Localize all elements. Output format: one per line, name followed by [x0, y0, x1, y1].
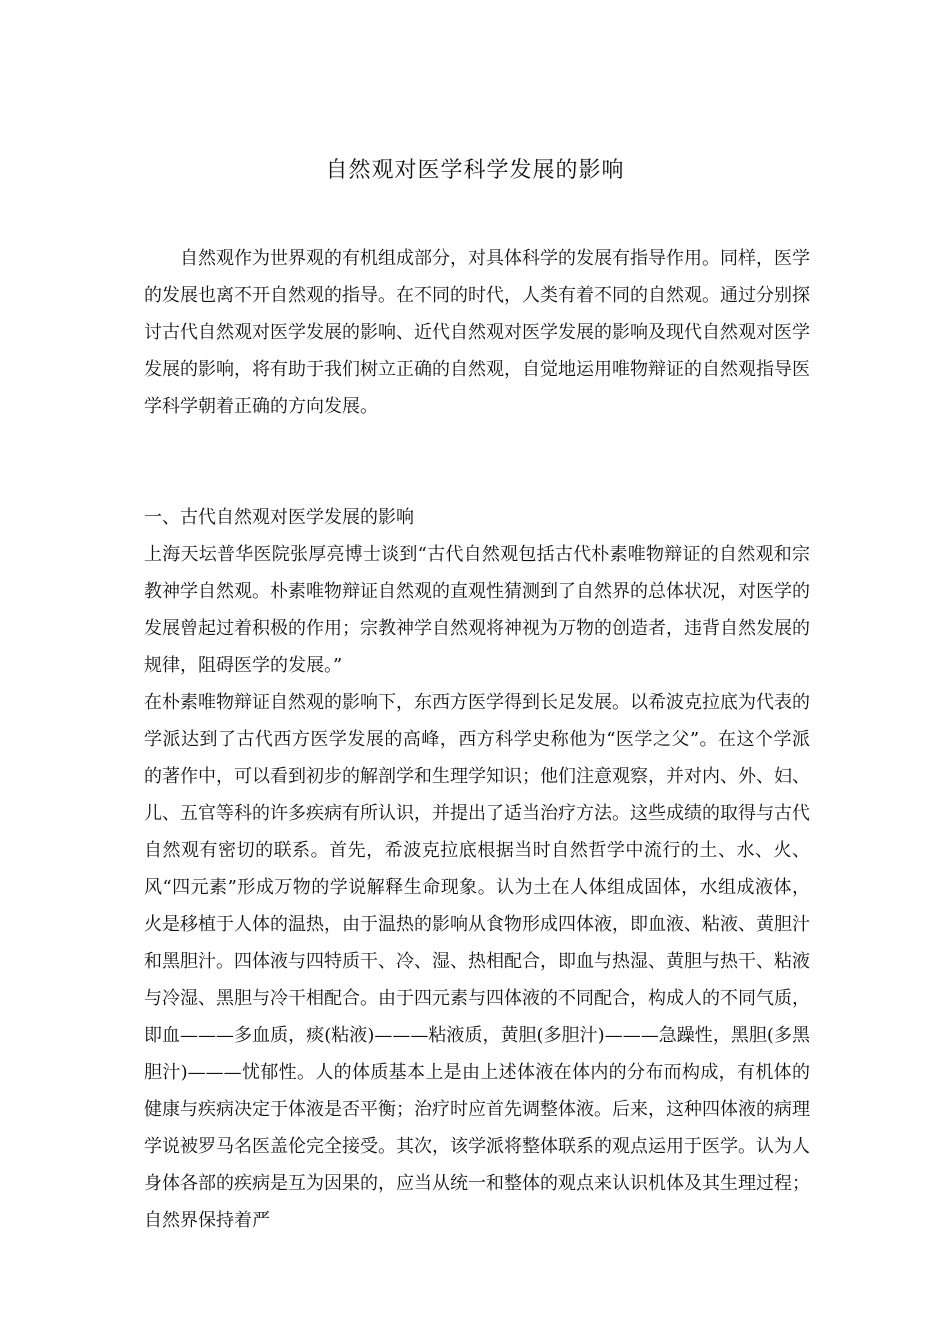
section-heading: 一、古代自然观对医学发展的影响: [144, 507, 414, 528]
document-title: 自然观对医学科学发展的影响: [325, 158, 625, 183]
body-paragraph: 上海天坛普华医院张厚亮博士谈到“古代自然观包括古代朴素唯物辩证的自然观和宗教神学自然观。朴素唯物辩证自然观的直观性猜测到了自然界的总体状况，对医学的发展曾起过着积极的作用；宗教神学自然观将神视为万物的创造者，违背自然发展的规律，阻碍医学的发展。”: [144, 544, 810, 676]
abstract-paragraph: 自然观作为世界观的有机组成部分，对具体科学的发展有指导作用。同样，医学的发展也离不开自然观的指导。在不同的时代，人类有着不同的自然观。通过分别探讨古代自然观对医学发展的影响、近代自然观对医学发展的影响及现代自然观对医学发展的影响，将有助于我们树立正确的自然观，自觉地运用唯物辩证的自然观指导医学科学朝着正确的方向发展。: [144, 248, 810, 417]
document-body: [144, 240, 810, 1239]
body-paragraph: 在朴素唯物辩证自然观的影响下，东西方医学得到长足发展。以希波克拉底为代表的学派达到了古代西方医学发展的高峰，西方科学史称他为“医学之父”。在这个学派的著作中，可以看到初步的解剖学和生理学知识；他们注意观察，并对内、外、妇、儿、五官等科的许多疾病有所认识，并提出了适当治疗方法。这些成绩的取得与古代自然观有密切的联系。首先，希波克拉底根据当时自然哲学中流行的土、水、火、风“四元素”形成万物的学说解释生命现象。认为土在人体组成固体，水组成液体，火是移植于人体的温热，由于温热的影响从食物形成四体液，即血液、粘液、黄胆汁和黑胆汁。四体液与四特质干、冷、湿、热相配合，即血与热湿、黄胆与热干、粘液与冷湿、黑胆与冷干相配合。由于四元素与四体液的不同配合，构成人的不同气质，即血———多血质，痰(粘液)———粘液质，黄胆(多胆汁)———急躁性，黑胆(多黑胆汁)———忧郁性。人的体质基本上是由上述体液在体内的分布而构成，有机体的健康与疾病决定于体液是否平衡；治疗时应首先调整体液。后来，这种四体液的病理学说被罗马名医盖伦完全接受。其次，该学派将整体联系的观点运用于医学。认为人身体各部的疾病是互为因果的，应当从统一和整体的观点来认识机体及其生理过程；自然界保持着严: [144, 692, 810, 1231]
section-spacer: [144, 425, 810, 499]
